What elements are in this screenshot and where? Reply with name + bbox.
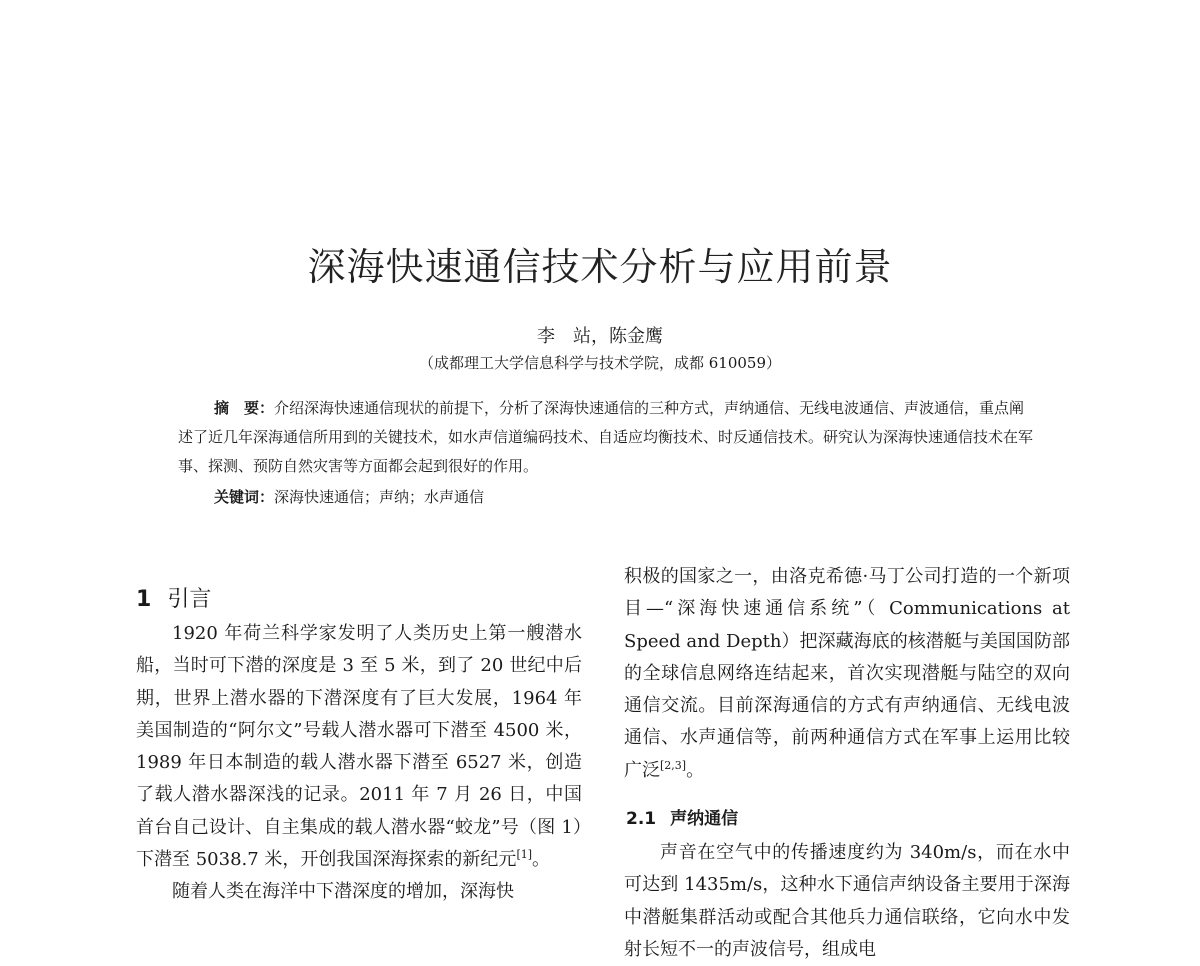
right-column-paragraph-text: 积极的国家之一，由洛克希德·马丁公司打造的一个新项目—“深海快速通信系统”（ Communications at Speed and Depth）把深藏海底的核潜艇与美国国防部的全球信息网络连结起来，首次实现潜艇与陆空的双向通信交流。目前深海通信的方式有声纳通信、无线电波通信、水声通信等，前两种通信方式在军事上运用比较广泛 bbox=[624, 566, 1070, 781]
section-1-title: 引言 bbox=[167, 587, 212, 612]
section-2-1-heading bbox=[626, 804, 738, 829]
abstract bbox=[178, 394, 1038, 481]
right-column bbox=[624, 561, 1070, 787]
section-1-heading bbox=[136, 582, 211, 613]
citation-2-3: [2,3] bbox=[660, 758, 687, 772]
section-1-paragraph-1-end: 。 bbox=[532, 849, 551, 871]
left-column bbox=[136, 618, 582, 909]
keywords-label: 关键词： bbox=[214, 488, 275, 506]
paper-title: 深海快速通信技术分析与应用前景 bbox=[307, 245, 893, 289]
abstract-text: 介绍深海快速通信现状的前提下，分析了深海快速通信的三种方式，声纳通信、无线电波通信、声波通信，重点阐述了近几年深海通信所用到的关键技术，如水声信道编码技术、自适应均衡技术、时反通信技术。研究认为深海快速通信技术在军事、探测、预防自然灾害等方面都会起到很好的作用。 bbox=[178, 399, 1034, 475]
right-column-paragraph-end: 。 bbox=[686, 759, 705, 781]
section-2-1-body bbox=[624, 837, 1070, 966]
section-2-1-title: 声纳通信 bbox=[670, 809, 739, 829]
section-1-number: 1 bbox=[136, 587, 152, 612]
citation-1: [1] bbox=[516, 848, 533, 862]
abstract-label: 摘 要： bbox=[214, 399, 275, 417]
paper-authors: 李 站，陈金鹰 bbox=[537, 326, 663, 347]
section-1-paragraph-2: 随着人类在海洋中下潜深度的增加，深海快 bbox=[172, 881, 514, 903]
paper-affiliation: （成都理工大学信息科学与技术学院，成都 610059） bbox=[418, 354, 782, 372]
section-1-paragraph-1 bbox=[136, 618, 582, 876]
section-2-1-paragraph: 声音在空气中的传播速度约为 340m/s，而在水中可达到 1435m/s，这种水下通信声纳设备主要用于深海中潜艇集群活动或配合其他兵力通信联络，它向水中发射长短不一的声波信号，组成电 bbox=[624, 842, 1070, 960]
right-column-paragraph bbox=[624, 561, 1070, 787]
section-2-1-number: 2.1 bbox=[626, 809, 657, 829]
keywords bbox=[214, 486, 1034, 507]
keywords-text: 深海快速通信；声纳；水声通信 bbox=[274, 488, 485, 506]
section-1-paragraph-1-text: 1920 年荷兰科学家发明了人类历史上第一艘潜水船，当时可下潜的深度是 3 至 5 米，到了 20 世纪中后期，世界上潜水器的下潜深度有了巨大发展，1964 年美国制造的“阿尔文”号载人潜水器可下潜至 4500 米，1989 年日本制造的载人潜水器下潜至 6527 米，创造了载人潜水器深浅的记录。2011 年 7 月 26 日，中国首台自己设计、自主集成的载人潜水器“蛟龙”号（图 1）下潜至 5038.7 米，开创我国深海探索的新纪元 bbox=[136, 623, 582, 871]
